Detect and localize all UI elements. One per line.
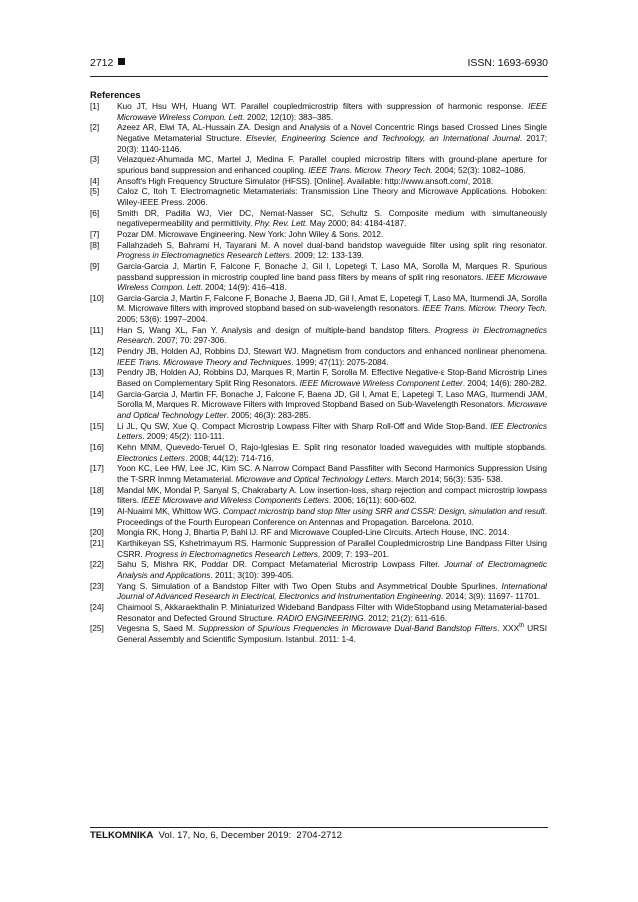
- reference-text: Azeez AR, Elwi TA, AL-Hussain ZA. Design and Analysis of a Novel Concentric Rings based Crossed Lines Single Negative Metamaterial Structure.: [117, 122, 547, 143]
- journal-citation: Vol. 17, No. 6, December 2019: 2704-2712: [153, 830, 342, 841]
- reference-text: Garcia-Garcia J, Martin F, Falcone F, Bonache J, Baena JD, Gil I, Amat E, Lopetegi T, Laso MA, Iturmendi JA, Sorolla M. Microwave filters with improved stopband based on sub-wavelength resonators.: [117, 292, 547, 314]
- reference-text: . 2007; 70: 297-306.: [152, 335, 227, 346]
- reference-venue: IEEE Trans. Microw. Theory Tech.: [422, 303, 547, 314]
- reference-text: Kuo JT, Hsu WH, Huang WT. Parallel coupledmicrostrip filters with suppression of harmonic response.: [117, 101, 529, 111]
- reference-text: Mongia RK, Hong J, Bhartia P, Bahl IJ. RF and Microwave Coupled-Line Circuits. Artech House, INC. 2014.: [117, 527, 510, 538]
- reference-text: Fallahzadeh S, Bahrami H, Tayarani M. A novel dual-band bandstop waveguide filter using split ring resonator.: [117, 239, 547, 250]
- reference-item: [90, 506, 547, 527]
- page-footer: [90, 830, 342, 842]
- reference-text: . 2014; 3(9): 11697- 11701.: [441, 591, 540, 602]
- reference-item: [90, 101, 547, 122]
- reference-number: [15]: [90, 420, 104, 431]
- references-heading: References: [90, 89, 141, 100]
- reference-text: Ansoft's High Frequency Structure Simulator (HFSS). [Online]. Available: http://www.ansoft.com/, 2018.: [117, 175, 494, 186]
- reference-item: [90, 527, 547, 538]
- reference-number: [8]: [90, 239, 100, 250]
- reference-number: [9]: [90, 260, 100, 271]
- reference-venue: IEEE Trans. Microwave Theory and Techniques: [117, 356, 292, 367]
- reference-item: [90, 602, 547, 623]
- reference-text: . 1999; 47(11): 2075-2084.: [291, 356, 389, 367]
- reference-venue: Suppression of Spurious Frequencies in Microwave Dual-Band Bandstop Filters: [198, 623, 498, 634]
- reference-text: . 2006; 16(11): 600-602.: [328, 495, 417, 506]
- reference-text: Pozar DM. Microwave Engineering. New York: John Wiley & Sons. 2012.: [117, 228, 384, 239]
- reference-number: [21]: [90, 537, 104, 548]
- reference-venue: International Journal of Advanced Research in Electrical, Electronics and Instrumentation Engineering: [117, 580, 547, 602]
- reference-text: . XXX: [497, 623, 520, 634]
- journal-name: TELKOMNIKA: [90, 830, 154, 841]
- reference-venue: IEEE Microwave Wireless Compon. Lett.: [117, 271, 547, 293]
- reference-text: 2004; 52(3): 1082–1086.: [432, 164, 526, 175]
- reference-venue: RADIO ENGINEERING: [276, 612, 364, 623]
- reference-venue: IEEE Trans. Microw. Theory Tech.: [308, 164, 433, 175]
- page-header: [90, 55, 548, 71]
- reference-number: [13]: [90, 367, 104, 378]
- reference-text: May 2000; 84: 4184-4187.: [307, 218, 407, 229]
- reference-number: [4]: [90, 175, 100, 186]
- reference-venue: IEEE Microwave Wireless Component Letter: [299, 378, 463, 389]
- reference-item: [90, 389, 547, 421]
- reference-text: . 2009; 7: 193–201.: [317, 548, 390, 559]
- reference-venue: Elsevier, Engineering Science and Technology, an International Journal: [246, 132, 520, 143]
- reference-venue: Progress in Electromagnetics Research Letters: [117, 250, 290, 261]
- reference-text: . 2017; 20(3): 1140-1146.: [117, 132, 547, 154]
- reference-text: Yang S. Simulation of a Bandstop Filter with Two Open Stubs and Asymmetrical Double Spurlines.: [117, 580, 502, 591]
- reference-text: Yoon KC, Lee HW, Lee JC, Kim SC. A Narrow Compact Band Passfilter with Second Harmonics Suppression Using the T-SRR Inmng Metamaterial.: [117, 463, 547, 484]
- reference-item: [90, 346, 547, 367]
- reference-item: [90, 293, 547, 325]
- reference-item: [90, 485, 547, 506]
- reference-item: [90, 325, 547, 346]
- reference-item: [90, 176, 547, 187]
- reference-venue: Progress in Electromagnetics Research Letters: [145, 548, 318, 559]
- reference-number: [11]: [90, 324, 104, 335]
- reference-text: . 2004; 14(6): 280-282.: [462, 378, 547, 389]
- reference-item: [90, 421, 547, 442]
- reference-text: Caloz C, Itoh T. Electromagnetic Metamaterials: Transmission Line Theory and Microwave Applications. Hoboken: Wiley-IEEE Press. 2006.: [117, 186, 547, 207]
- reference-item: [90, 581, 547, 602]
- reference-number: [22]: [90, 559, 104, 570]
- reference-list: [90, 101, 547, 644]
- reference-text: Chaimool S, Akkaraekthalin P. Miniaturized Wideband Bandpass Filter with WideStopband using Metamaterial-based Resonator and Defected Ground Structure.: [117, 601, 547, 623]
- reference-number: [12]: [90, 346, 104, 357]
- reference-number: [5]: [90, 186, 100, 197]
- page-number: 2712: [90, 55, 125, 71]
- reference-number: [23]: [90, 580, 104, 591]
- reference-text: Pendry JB, Holden AJ, Robbins DJ, Stewart WJ. Magnetism from conductors and enhanced nonlinear phenomena.: [117, 346, 547, 357]
- reference-item: [90, 122, 547, 154]
- reference-venue: Electronics Letters: [117, 452, 185, 463]
- reference-number: [14]: [90, 388, 104, 399]
- reference-text: Velazquez-Ahumada MC, Martel J, Medina F. Parallel coupled microstrip filters with ground-plane aperture for spurious band suppression and enhanced coupling.: [117, 154, 547, 175]
- reference-text: Li JL, Qu SW, Xue Q. Compact Microstrip Lowpass Filter with Sharp Roll-Off and Wide Stop-Band.: [117, 420, 491, 431]
- reference-venue: Microwave and Optical Technology Letters: [235, 473, 391, 484]
- reference-venue: IEE Electronics Letters: [117, 420, 547, 442]
- reference-venue: IEEE Microwave Wireless Compon. Lett.: [117, 101, 547, 122]
- reference-text: Smith DR, Padilla WJ, Vier DC, Nemat-Nasser SC, Schultz S. Composite medium with simultaneously negativepermeability and permittivity.: [117, 207, 547, 229]
- reference-item: [90, 186, 547, 207]
- reference-number: [18]: [90, 484, 104, 495]
- reference-item: [90, 623, 547, 644]
- reference-text: . 2012; 21(2): 611-616.: [363, 612, 448, 623]
- reference-number: [2]: [90, 122, 100, 133]
- reference-text: . 2011; 3(10): 399-405.: [210, 569, 294, 580]
- reference-text: th: [519, 623, 525, 630]
- reference-number: [3]: [90, 154, 100, 165]
- reference-text: Sahu S, Mishra RK, Poddar DR. Compact Metamaterial Microstrip Lowpass Filter.: [117, 559, 445, 570]
- reference-number: [1]: [90, 101, 100, 111]
- reference-text: . Proceedings of the Fourth European Conference on Antennas and Propagation. Barcelona. 2010.: [117, 505, 547, 527]
- reference-item: [90, 154, 547, 175]
- header-divider: [90, 76, 548, 77]
- reference-text: 2005; 53(6): 1997–2004.: [117, 314, 208, 325]
- footer-divider: [90, 827, 548, 828]
- reference-item: [90, 442, 547, 463]
- square-bullet-icon: [118, 58, 125, 65]
- reference-text: Mandal MK, Mondal P, Sanyal S, Chakrabarty A. Low insertion-loss, sharp rejection and compact microstrip lowpass filters.: [117, 484, 547, 506]
- reference-venue: IEEE Microwave and Wireless Components Letters: [141, 495, 329, 506]
- reference-number: [17]: [90, 463, 104, 474]
- reference-item: [90, 538, 547, 559]
- reference-text: 2002; 12(10): 383–385.: [244, 111, 333, 122]
- reference-number: [16]: [90, 442, 104, 452]
- reference-venue: Progress in Electromagnetics Research: [117, 324, 547, 346]
- reference-text: . 2008; 44(12): 714-716.: [184, 452, 274, 463]
- reference-item: [90, 229, 547, 240]
- reference-text: Karthikeyan SS, Kshetrimayum RS. Harmonic Suppression of Parallel Coupledmicrostrip Line Bandpass Filter Using CSRR.: [117, 537, 547, 559]
- reference-text: . 2005; 46(3): 283-285.: [226, 410, 311, 421]
- reference-text: Garcia-Garcia J, Martin F, Falcone F, Bonache J, Gil I, Lopetegi T, Laso MA, Sorolla M, Marques R. Spurious passband suppression in microstrip coupled line band pass filters by means of split ring resonators.: [117, 260, 547, 282]
- reference-number: [25]: [90, 623, 104, 634]
- reference-venue: Phy. Rev. Lett.: [254, 218, 308, 229]
- reference-number: [10]: [90, 292, 104, 303]
- issn-label: ISSN: 1693-6930: [467, 57, 548, 69]
- reference-number: [19]: [90, 505, 104, 516]
- reference-venue: Compact microstrip band stop filter using SRR and CSSR: Design, simulation and result: [222, 505, 545, 516]
- reference-item: [90, 261, 547, 293]
- reference-text: URSI General Assembly and Scientific Symposium. Istanbul. 2011: 1-4.: [117, 623, 547, 644]
- reference-text: Han S, Wang XL, Fan Y. Analysis and design of multiple-band bandstop filters.: [117, 324, 435, 335]
- reference-text: . 2009; 45(2): 110-111.: [142, 431, 225, 442]
- reference-text: 2004; 14(9): 416–418.: [202, 282, 287, 293]
- reference-text: . 2009; 12: 133-139.: [289, 250, 364, 261]
- reference-number: [7]: [90, 228, 100, 239]
- reference-number: [6]: [90, 207, 100, 218]
- reference-venue: Journal of Electromagnetic Analysis and Applications: [117, 559, 548, 580]
- reference-text: Vegesna S, Saed M.: [117, 623, 199, 634]
- reference-number: [20]: [90, 527, 104, 538]
- reference-text: Pendry JB, Holden AJ, Robbins DJ, Marques R, Martin F, Sorolla M. Effective Negative-ε Stop-Band Microstrip Lines Based on Complementary Split Ring Resonators.: [117, 367, 547, 389]
- reference-item: [90, 559, 547, 580]
- reference-text: Al-Nuaimi MK, Whittow WG.: [117, 505, 223, 516]
- reference-text: Garcia-Garcia J, Martin FF, Bonache J, Falcone F, Baena JD, Gil I, Amat E, Lapetegi T, Laso MAG, Iturmendi JAM, Sorolla M, Marques R. Microwave Filters with Improved Stopband Based on Sub-Wavelength Resonators.: [117, 388, 547, 410]
- reference-item: [90, 240, 547, 261]
- reference-item: [90, 367, 547, 388]
- reference-venue: Microwave and Optical Technology Letter: [117, 399, 547, 421]
- reference-text: Kehn MNM, Quevedo-Teruel O, Rajo-Iglesias E. Split ring resonator loaded waveguides with multiple stopbands.: [117, 442, 547, 452]
- reference-text: . March 2014; 56(3): 535- 538.: [390, 473, 503, 484]
- reference-number: [24]: [90, 601, 104, 612]
- reference-item: [90, 208, 547, 229]
- reference-item: [90, 463, 547, 484]
